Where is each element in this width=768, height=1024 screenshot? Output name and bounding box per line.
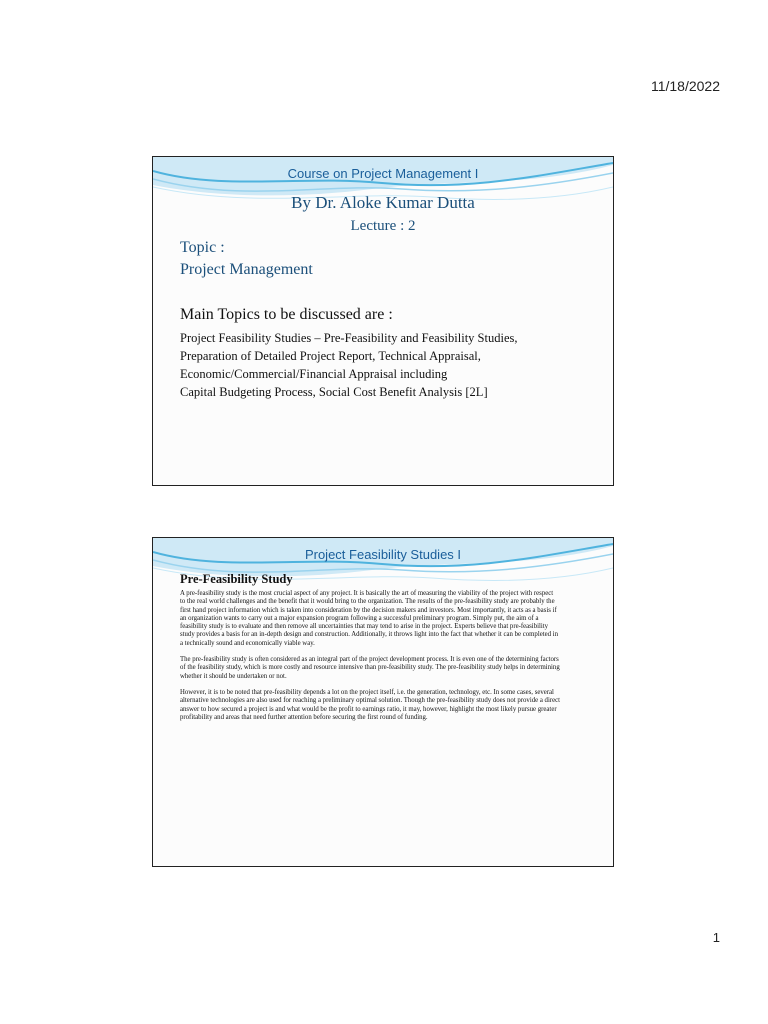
main-topic-line: Project Feasibility Studies – Pre-Feasibility and Feasibility Studies, xyxy=(180,331,518,345)
body-text xyxy=(180,590,560,730)
document-date: 11/18/2022 xyxy=(650,78,720,94)
topic-label: Topic : xyxy=(180,239,225,256)
main-topic-line: Economic/Commercial/Financial Appraisal including xyxy=(180,367,448,381)
main-topic-line: Preparation of Detailed Project Report, Technical Appraisal, xyxy=(180,349,481,363)
slide-title: Project Feasibility Studies I xyxy=(304,547,462,562)
page-number: 1 xyxy=(712,930,720,945)
main-topic-line: Capital Budgeting Process, Social Cost Benefit Analysis [2L] xyxy=(180,385,488,399)
main-topics-list xyxy=(180,329,600,401)
paragraph: However, it is to be noted that pre-feasibility depends a lot on the project itself, i.e. the generation, technology, etc. In some cases, several alternative technologies are also used for reaching a preliminary optimal solution. Though the pre-feasibility study does not provide a direct answer to how secured a project is and what would be the profit to earnings ratio, it may, however, highlight the most likely pursue greater profitability and areas that need further attention before securing the first round of funding. xyxy=(180,688,561,721)
author-line: By Dr. Aloke Kumar Dutta xyxy=(291,193,475,212)
slide-title: Course on Project Management I xyxy=(287,166,479,181)
main-topics-heading: Main Topics to be discussed are : xyxy=(180,306,393,323)
paragraph: The pre-feasibility study is often considered as an integral part of the project development process. It is even one of the determining factors of the feasibility study, which is more costly and resource intensive than pre-feasibility study. The pre-feasibility study helps in determining whether it should be undertaken or not. xyxy=(180,656,560,680)
section-heading: Pre-Feasibility Study xyxy=(180,572,293,586)
slide-2 xyxy=(152,537,614,867)
lecture-number: Lecture : 2 xyxy=(350,218,416,234)
paragraph: A pre-feasibility study is the most crucial aspect of any project. It is basically the art of measuring the viability of the project with respect to the real world challenges and the benefit that it would bring to the organization. The results of the pre-feasibility study are probably the first hand project information which is taken into consideration by the decision makers and investors. Most importantly, it acts as a basis if an organization wants to carry out a major expansion program following a successful preliminary program. Simply put, the aim of a feasibility study is to evaluate and then remove all uncertainties that may tend to arise in the project. Experts believe that pre-feasibility study provides a basis for an in-depth design and construction. Additionally, it throws light into the fact that whether it can be completed in a technically sound and economically viable way. xyxy=(180,590,559,647)
topic-value: Project Management xyxy=(180,261,313,278)
slide-1 xyxy=(152,156,614,486)
